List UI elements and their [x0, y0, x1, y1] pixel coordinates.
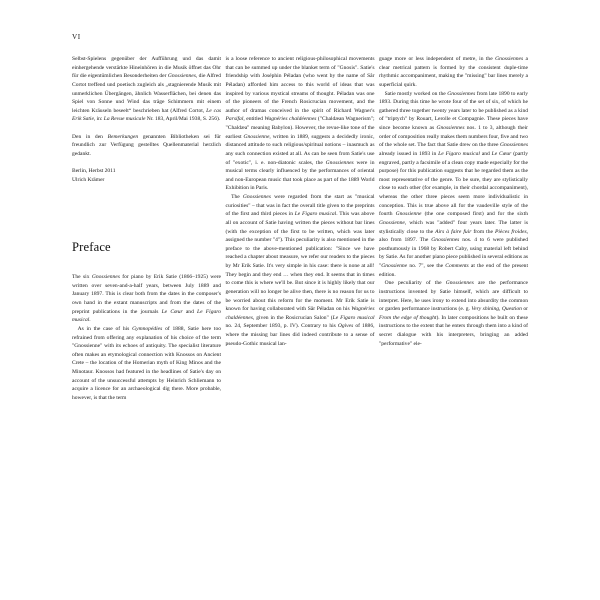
signature-block — [72, 167, 221, 184]
english-paragraph: Satie mostly worked on the Gnossiennes from late 1890 to early 1893. During this time he wrote four of the set of six, of which he gathered three together twenty years later to be published as a kind of "triptych" by Rouart, Lerolle et Compagnie. These pieces have since become known as Gnossiennes nos. 1 to 3, although their order of composition really makes them numbers four, five and two of the whole set. The fact that Satie drew on the three Gnossiennes already issued in 1893 in Le Figaro musical and Le Cœur (partly engraved, partly a facsimile of a clean copy made especially for the purpose) for this publication suggests that he regarded them as the most representative of the genre. To be sure, they are stylistically close to each other (for example, in their chordal accompaniment), whereas the other three pieces seem more individualistic in conception. This is true above all for the vaudeville style of the fourth Gnossienne (the one composed first) and for the sixth Gnossienne, which was "added" four years later. The latter is stylistically close to the Airs à faire fuir from the Pièces froides, also from 1897. The Gnossiennes nos. 4 to 6 were published posthumously in 1968 by Robert Caby, using material left behind by Satie. As for another piano piece published in several editions as "Gnossienne no. 7", see the Comments at the end of the present edition. — [379, 90, 529, 278]
column-three — [379, 55, 528, 545]
english-paragraph: The six Gnossiennes for piano by Erik Satie (1866–1925) were written over seven-and-a-half years, between July 1889 and January 1897. This is clear both from the dates in the composer's own hand in the extant manuscripts and from the dates of the preprint publications in the journals Le Cœur and Le Figaro musical. — [72, 274, 222, 324]
signature-name: Ulrich Krämer — [72, 176, 105, 183]
german-paragraph: Selbst-Spielens gegenüber der Aufführung und das damit einhergehende verstärkte Hineinhören in die Musik öffnet das Ohr für die eigentümlichen Besonderheiten der Gnossiennes, die Alfred Cortot treffend und poetisch zugleich als „stagnierende Musik mit unmerklichen Übergängen, ähnlich Wasserflächen, bei denen das Spiel von Sonne und Wind das träge Schimmern mit einem leichten Kräuseln beseelt“ beschrieben hat (Alfred Cortot, Le cas Erik Satie, in: La Revue musicale Nr. 183, April/Mai 1938, S. 256). — [72, 56, 221, 123]
signature-place-date: Berlin, Herbst 2011 — [72, 167, 116, 174]
column-two — [226, 55, 375, 545]
english-paragraph: is a loose reference to ancient religious-philosophical movements that can be summed up under the blanket term of "Gnosis". Satie's friendship with Joséphin Péladan (who went by the name of Sâr Péladan) afforded him access to this world of ideas that was inspired by various mystical streams of thought. Péladan was one of the pioneers of the French Rosicrucian movement, and the author of dramas conceived in the spirit of Richard Wagner's Parsifal, entitled Wagnéries chaldéennes ("Chaldæan Wagnerism"; "Chaldæa" meaning Babylon). However, the revue-like tone of the earliest Gnossienne, written in 1889, suggests a decidedly ironic, distanced attitude to such religious/spiritual notions – inasmuch as any such connection existed at all. As can be seen from Satie's use of "exotic", i. e. non-diatonic scales, the Gnossiennes were in musical terms clearly influenced by the performances of oriental and non-European music that took place as part of the 1889 World Exhibition in Paris. — [225, 56, 375, 192]
english-paragraph: One peculiarity of the Gnossiennes are the performance instructions invented by Satie himself, which are difficult to interpret. Here, he uses irony to extend into absurdity the common or garden performance instructions (e. g. Very shining, Question or From the edge of thought). In later compositions he built on these instructions to the extent that he enters through them into a kind of secret dialogue with his interpreters, bringing an added "performative" ele- — [379, 280, 528, 347]
english-paragraph: guage more or less independent of metre, in the Gnossiennes a clear metrical pattern is formed by the consistent duple-time rhythmic accompaniment, making the "missing" bar lines merely a superficial quirk. — [379, 56, 529, 88]
column-one — [72, 55, 221, 545]
english-paragraph: As in the case of his Gymnopédies of 1888, Satie here too refrained from offering any explanation of his choice of the term "Gnossienne" with its echoes of antiquity. The specialist literature often makes an etymological connection with Knossos on Ancient Crete – the location of the Homerian myth of King Minos and the Minotaur. Knossos had featured in the headlines of Satie's day on account of the unsuccessful attempts by Heinrich Schliemann to acquire a licence for an archaeological dig there. More probable, however, is that the term — [72, 325, 221, 401]
preface-heading-block — [72, 240, 221, 254]
german-paragraph: Den in den Bemerkungen genannten Bibliotheken sei für freundlich zur Verfügung gestelltes Quellenmaterial herzlich gedankt. — [72, 133, 221, 157]
text-columns — [72, 55, 528, 545]
page-folio-number: VI — [72, 33, 81, 41]
english-paragraph: The Gnossiennes were regarded from the start as "musical curiosities" – that was in fact the overall title given to the preprints of the first and third pieces in Le Figaro musical. This was above all on account of Satie having written the pieces without bar lines (with the exception of the first to be written, which was later assigned the number "4"). This peculiarity is also mentioned in the preface to the above-mentioned publication: "Since we have reached a chapter about measure, we refer our readers to the pieces by Mr Erik Satie. It's very simple in his case: there is none at all! They begin and they end … when they end. It seems that in times to come this is where we'll be. But since it is highly likely that our generation will no longer be alive then, there is no reason for us to be worried about this reform for the moment. Mr Erik Satie is known for having collaborated with Sâr Péladan on his Wagnéries chaldéennes, given in the Rosicrucian Salon" (Le Figaro musical no. 24, September 1893, p. IV). Contrary to his Ogives of 1886, where the missing bar lines did indeed contribute to a sense of pseudo-Gothic musical lan- — [225, 194, 375, 347]
page-title: Preface — [72, 240, 111, 255]
